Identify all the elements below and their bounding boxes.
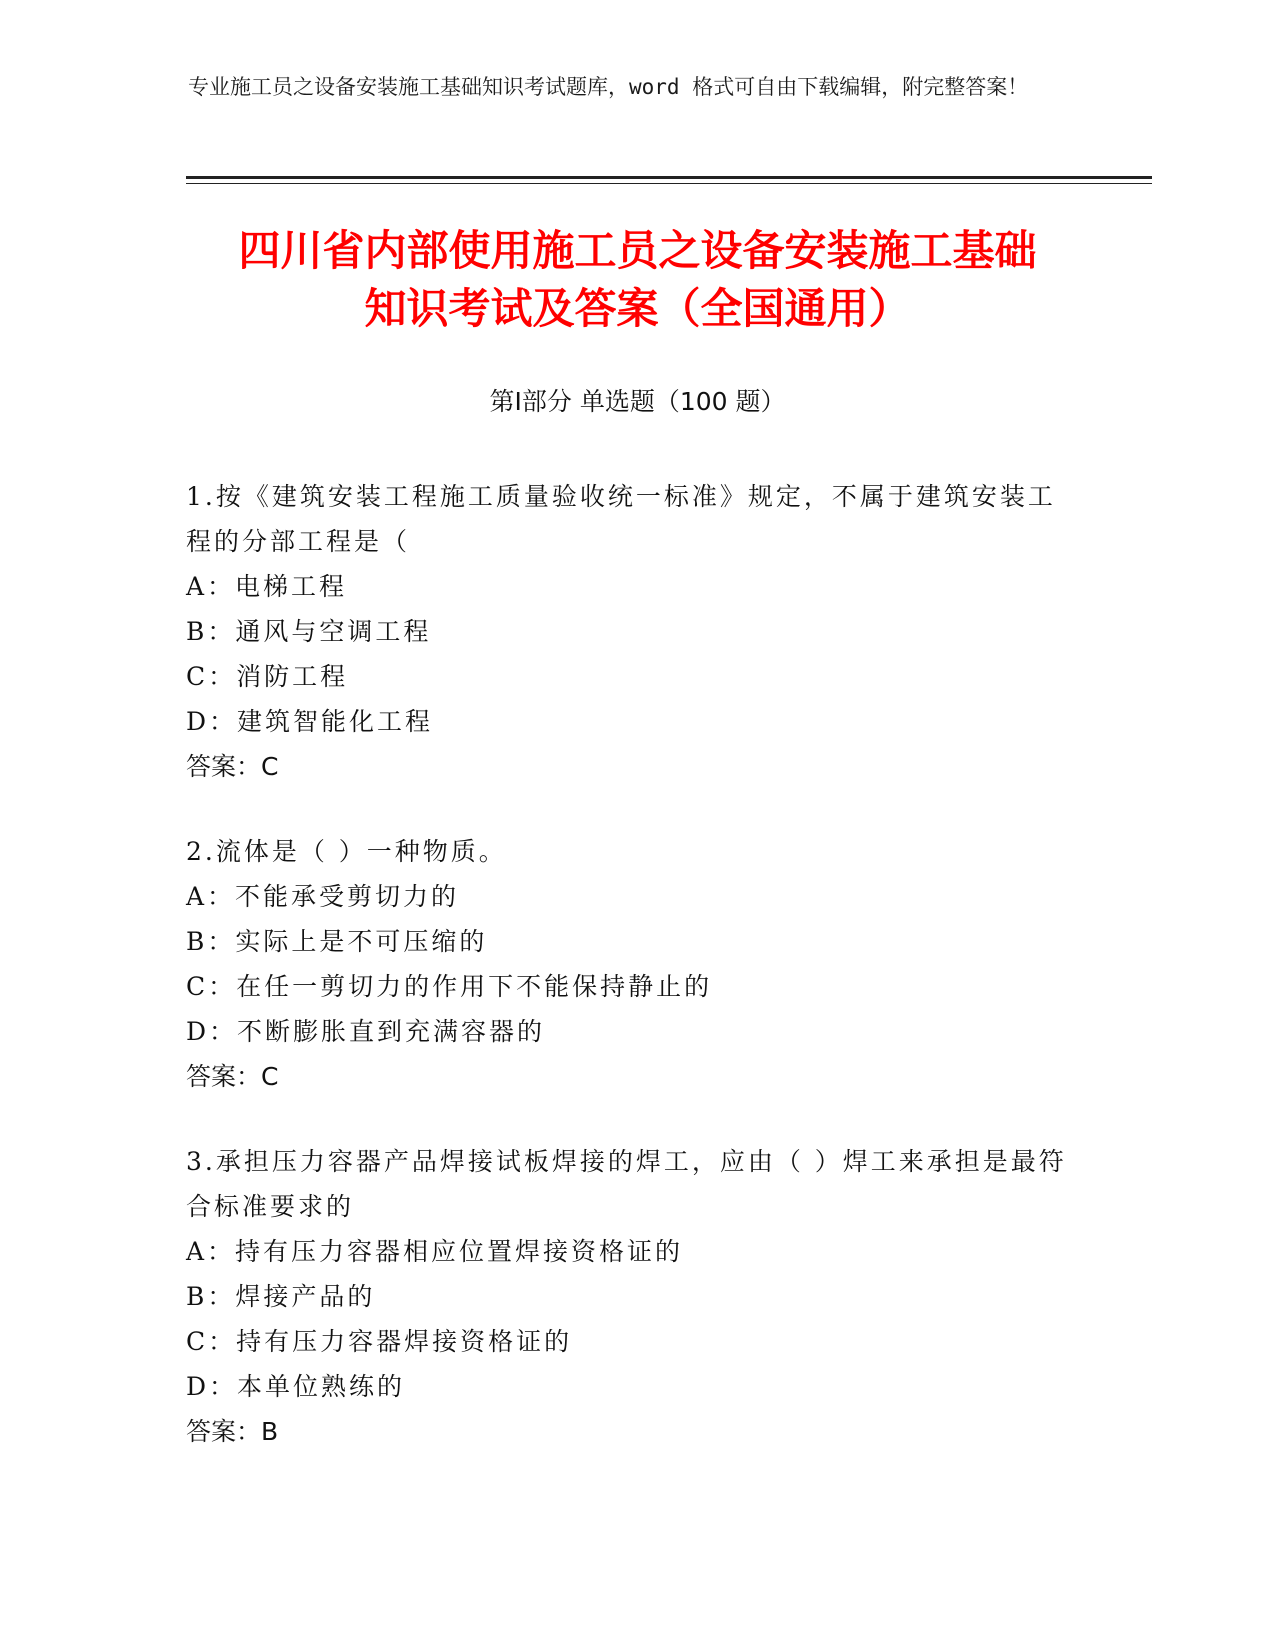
question-3 — [186, 1139, 1076, 1454]
question-stem: 3.承担压力容器产品焊接试板焊接的焊工，应由（ ）焊工来承担是最符合标准要求的 — [186, 1147, 1067, 1221]
option-d: D：建筑智能化工程 — [186, 707, 434, 736]
document-title-line-1: 四川省内部使用施工员之设备安装施工基础 — [238, 226, 1037, 275]
question-1 — [186, 474, 1076, 789]
answer: 答案：C — [186, 752, 279, 781]
question-stem: 2.流体是（ ）一种物质。 — [186, 837, 507, 866]
option-b: B：通风与空调工程 — [186, 617, 432, 646]
question-list — [186, 474, 1076, 1494]
section-heading: 第Ⅰ部分 单选题（100 题） — [489, 387, 786, 416]
option-a: A：电梯工程 — [186, 572, 348, 601]
document-title — [150, 222, 1125, 338]
option-d: D：不断膨胀直到充满容器的 — [186, 1017, 546, 1046]
option-b: B：实际上是不可压缩的 — [186, 927, 488, 956]
option-a: A：不能承受剪切力的 — [186, 882, 460, 911]
option-b: B：焊接产品的 — [186, 1282, 376, 1311]
header-divider-thin — [186, 183, 1152, 184]
option-c: C：在任一剪切力的作用下不能保持静止的 — [186, 972, 713, 1001]
header-divider-thick — [186, 176, 1152, 179]
answer: 答案：B — [186, 1417, 279, 1446]
option-c: C：消防工程 — [186, 662, 349, 691]
option-d: D：本单位熟练的 — [186, 1372, 406, 1401]
question-2 — [186, 829, 1076, 1099]
option-a: A：持有压力容器相应位置焊接资格证的 — [186, 1237, 684, 1266]
option-c: C：持有压力容器焊接资格证的 — [186, 1327, 573, 1356]
header-note: 专业施工员之设备安装施工基础知识考试题库，word 格式可自由下载编辑，附完整答案！ — [188, 75, 1029, 99]
question-stem: 1.按《建筑安装工程施工质量验收统一标准》规定，不属于建筑安装工程的分部工程是（ — [186, 482, 1056, 556]
answer: 答案：C — [186, 1062, 279, 1091]
document-title-line-2: 知识考试及答案（全国通用） — [364, 284, 911, 333]
